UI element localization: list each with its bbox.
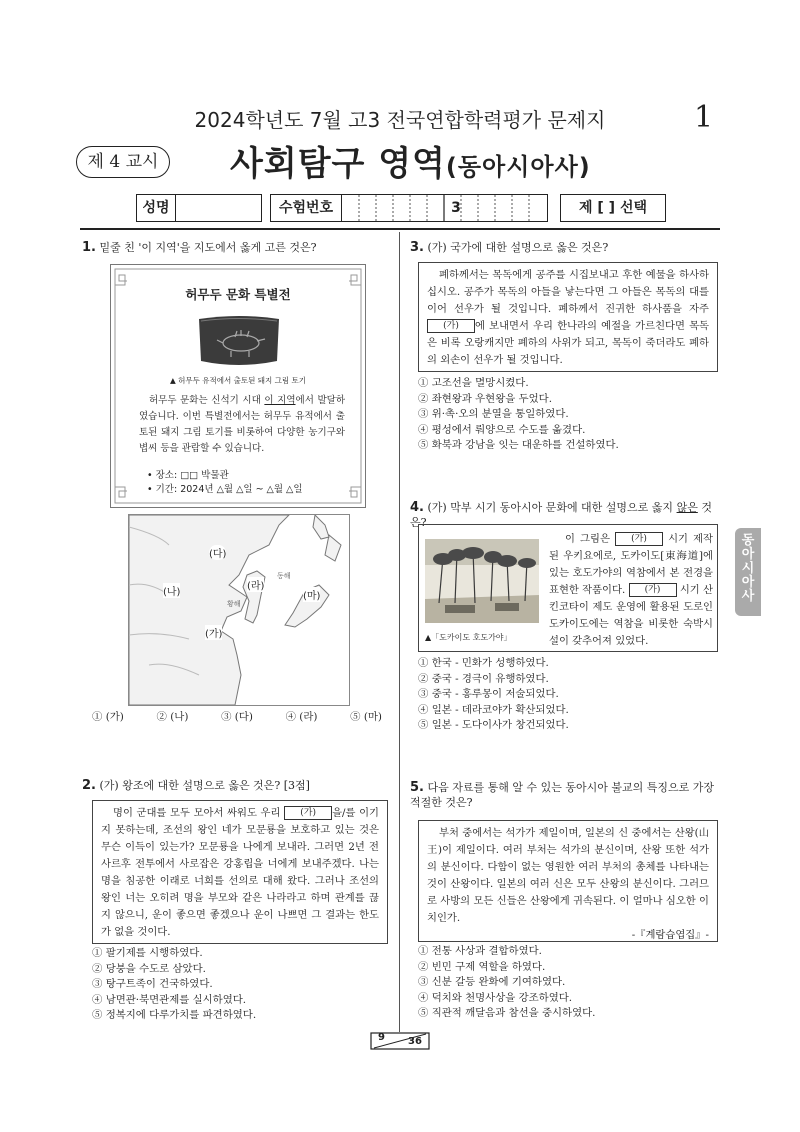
page-number: 1 — [694, 100, 714, 135]
q5-passage — [418, 820, 718, 942]
page-counter — [370, 1032, 430, 1050]
question-number: 1. — [82, 240, 96, 255]
exam-title: 2024학년도 7월 고3 전국연합학력평가 문제지 — [194, 108, 606, 132]
q4-passage — [549, 531, 713, 650]
map-label-ma: (마) — [303, 587, 320, 602]
q3-passage — [418, 262, 718, 372]
total-pages: 36 — [408, 1036, 422, 1047]
q1-choices — [92, 710, 382, 726]
side-tab-text: 동아시아사 — [741, 533, 755, 604]
choice-2[interactable]: ② (나) — [156, 711, 189, 723]
question-text-underline: 않은 — [676, 501, 698, 514]
q2-choices — [92, 946, 392, 1024]
choice-1[interactable]: ① 한국 - 민화가 성행하였다. — [418, 657, 549, 669]
passage-source: -『계람습엽집』- — [631, 929, 709, 941]
choice-4[interactable]: ④ 덕치와 천명사상을 강조하였다. — [418, 991, 573, 1004]
choice-5[interactable]: ⑤ 화북과 강남을 잇는 대운하를 건설하였다. — [418, 439, 619, 451]
passage-pre: 명이 군대를 모두 모아서 싸워도 우리 — [113, 807, 285, 819]
subject-title — [230, 136, 591, 185]
underlined-phrase: 이 지역 — [264, 395, 296, 406]
subject-main: 사회탐구 영역 — [230, 144, 446, 184]
blank-ga-1: (가) — [615, 532, 663, 546]
selection-field[interactable] — [560, 194, 666, 222]
question-text: 밑줄 친 '이 지역'을 지도에서 옳게 고른 것은? — [99, 241, 317, 254]
poster-body-post: 에서 발달하였습니다. 이번 특별전에서는 허무두 유적에서 출토된 돼지 그림 토기를 비롯하여 다양한 농기구와 볍씨 등을 관람할 수 있습니다. — [139, 395, 346, 454]
sea-label-yellow: 황해 — [227, 600, 241, 608]
poster-body-pre: 허무두 문화는 신석기 시대 — [149, 395, 265, 406]
choice-3[interactable]: ③ (다) — [221, 711, 253, 723]
question-text: (가) 국가에 대한 설명으로 옳은 것은? — [427, 241, 609, 254]
blank-ga: (가) — [284, 806, 332, 820]
question-number: 4. — [410, 500, 424, 515]
q4-choices — [418, 656, 718, 734]
exam-number-cells — [342, 195, 546, 221]
ukiyoe-image — [425, 539, 539, 623]
question-number: 2. — [82, 778, 96, 793]
choice-5[interactable]: ⑤ (마) — [350, 711, 382, 723]
q3-choices — [418, 376, 718, 454]
choice-4[interactable]: ④ 일본 - 데라코야가 확산되었다. — [418, 703, 569, 716]
selection-label: 제 [ ] 선택 — [579, 200, 647, 216]
choice-1[interactable]: ① (가) — [92, 711, 124, 723]
choice-2[interactable]: ② 당붕을 수도로 삼았다. — [92, 962, 206, 975]
choice-3[interactable]: ③ 중국 - 홍루몽이 저술되었다. — [418, 688, 559, 700]
question-number: 5. — [410, 780, 424, 795]
east-asia-map — [128, 514, 350, 706]
choice-4[interactable]: ④ 남면관·북면관제를 실시하였다. — [92, 993, 247, 1006]
pig-pottery-image — [195, 313, 283, 369]
passage-a: 이 그림은 — [565, 533, 615, 545]
q4-passage-box — [418, 524, 718, 652]
header-rule — [80, 228, 720, 230]
choice-3[interactable]: ③ 신분 갈등 완화에 기여하였다. — [418, 976, 566, 988]
exam-number-field[interactable] — [270, 194, 548, 222]
poster-body — [139, 393, 345, 457]
map-label-ra: (라) — [247, 577, 264, 592]
question-number: 3. — [410, 240, 424, 255]
exam-number-label: 수험번호 — [271, 195, 342, 221]
map-label-ga: (가) — [205, 625, 222, 640]
question-text-pre: (가) 막부 시기 동아시아 문화에 대한 설명으로 옳지 — [427, 501, 677, 514]
choice-1[interactable]: ① 고조선을 멸망시켰다. — [418, 377, 529, 389]
pottery-caption: ▲ 허무두 유적에서 출토된 돼지 그림 토기 — [170, 376, 306, 385]
choice-2[interactable]: ② 좌현왕과 우현왕을 두었다. — [418, 392, 553, 405]
map-outline — [129, 515, 349, 705]
blank-ga: (가) — [427, 319, 475, 333]
question-5 — [410, 780, 720, 810]
choice-4[interactable]: ④ 평성에서 뤄양으로 수도를 옮겼다. — [418, 423, 586, 436]
passage-b: 시기 제작된 우키요에로, 도카이도[東海道]에 있는 호도가야의 역참에서 본 전경을 표현한 작품이다. — [549, 533, 713, 596]
choice-2[interactable]: ② 빈민 구제 역할을 하였다. — [418, 960, 546, 973]
choice-5[interactable]: ⑤ 정복지에 다루가치를 파견하였다. — [92, 1009, 257, 1021]
q2-passage — [92, 800, 388, 944]
passage-c: 시기 산킨코타이 제도 운영에 활용된 도로인 도카이도에는 역참을 비롯한 숙박시설이 갖추어져 있었다. — [549, 584, 713, 647]
subject-side-tab — [735, 528, 761, 616]
q5-choices — [418, 944, 718, 1022]
choice-5[interactable]: ⑤ 직관적 깨달음과 참선을 중시하였다. — [418, 1007, 596, 1019]
question-text-post: 것은? — [410, 501, 712, 529]
question-3 — [410, 240, 720, 255]
question-2 — [82, 778, 392, 793]
subject-sub: (동아시아사) — [445, 153, 591, 181]
map-label-da: (다) — [209, 545, 226, 560]
name-field[interactable] — [136, 194, 262, 222]
passage-post: 을/를 이기지 못하는데, 조선의 왕인 네가 모문룡을 보호하고 있는 것은 무슨 이득이 있는가? 모문룡을 나에게 보내라. 그러면 2년 전 사르후 전투에서 사로잡은 강홍립을 너에게 보내주겠다. 나는 명을 침공한 이래로 너희를 선의로 대해 왔다. 그러나 조선의 왕인 너는 오히려 명을 부모와 같은 나라라고 하며 관계를 끊지 않으니, 운이 좋으면 좋겠으나 운이 나쁘면 그 결과는 한도가 없을 것이다. — [101, 807, 379, 938]
exhibit-poster — [110, 264, 366, 508]
passage-text: 부처 중에서는 석가가 제일이며, 일본의 신 중에서는 산왕(山王)이 제일이다. 여러 부처는 석가의 분신이며, 산왕 또한 석가의 분신이다. 다함이 없는 영원한 여러 부처의 총체를 나타내는 것이 산왕이다. 일본의 여러 신은 모두 산왕의 분신이다. 그러므로 사방의 모든 신들은 산왕에게 귀속된다. 이 얼마나 심오한 이치인가. — [427, 827, 709, 924]
column-divider — [399, 232, 400, 1032]
choice-1[interactable]: ① 팔기제를 시행하였다. — [92, 947, 203, 959]
question-text: 다음 자료를 통해 알 수 있는 동아시아 불교의 특징으로 가장 적절한 것은? — [410, 781, 714, 809]
current-page: 9 — [378, 1032, 385, 1043]
blank-ga-2: (가) — [629, 583, 677, 597]
choice-3[interactable]: ③ 탕구트족이 건국하였다. — [92, 978, 213, 990]
map-label-na: (나) — [163, 583, 180, 598]
choice-5[interactable]: ⑤ 일본 - 도다이사가 창건되었다. — [418, 719, 569, 731]
ukiyoe-caption: ▲「도카이도 호도가야」 — [425, 633, 512, 642]
poster-period: • 기간: 2024년 △월 △일 ~ △월 △일 — [147, 484, 303, 495]
choice-1[interactable]: ① 전통 사상과 결합하였다. — [418, 945, 542, 957]
question-text: (가) 왕조에 대한 설명으로 옳은 것은? [3점] — [99, 779, 310, 792]
poster-title: 허무두 문화 특별전 — [185, 287, 291, 302]
exam-number-digit: 3 — [451, 200, 461, 216]
sea-label-east: 동해 — [277, 572, 291, 580]
period-badge: 제 4 교시 — [76, 146, 170, 178]
poster-place: • 장소: □□ 박물관 — [147, 470, 229, 481]
choice-2[interactable]: ② 중국 - 경극이 유행하였다. — [418, 672, 549, 685]
choice-3[interactable]: ③ 위·촉·오의 분열을 통일하였다. — [418, 408, 569, 420]
passage-post: 에 보내면서 우리 한나라의 예절을 가르친다면 목독은 비록 오랑캐지만 폐하의 사위가 되고, 목독이 죽더라도 폐하의 외손이 선우가 될 것입니다. — [427, 320, 709, 366]
question-1 — [82, 240, 392, 255]
name-label: 성명 — [137, 195, 176, 221]
choice-4[interactable]: ④ (라) — [285, 711, 318, 723]
passage-pre: 폐하께서는 목독에게 공주를 시집보내고 후한 예물을 하사하십시오. 공주가 목독의 아들을 낳는다면 그 아들은 목독의 대를 이어 선우가 될 것입니다. 폐하께서 진귀한 하사품을 자주 — [427, 269, 709, 315]
